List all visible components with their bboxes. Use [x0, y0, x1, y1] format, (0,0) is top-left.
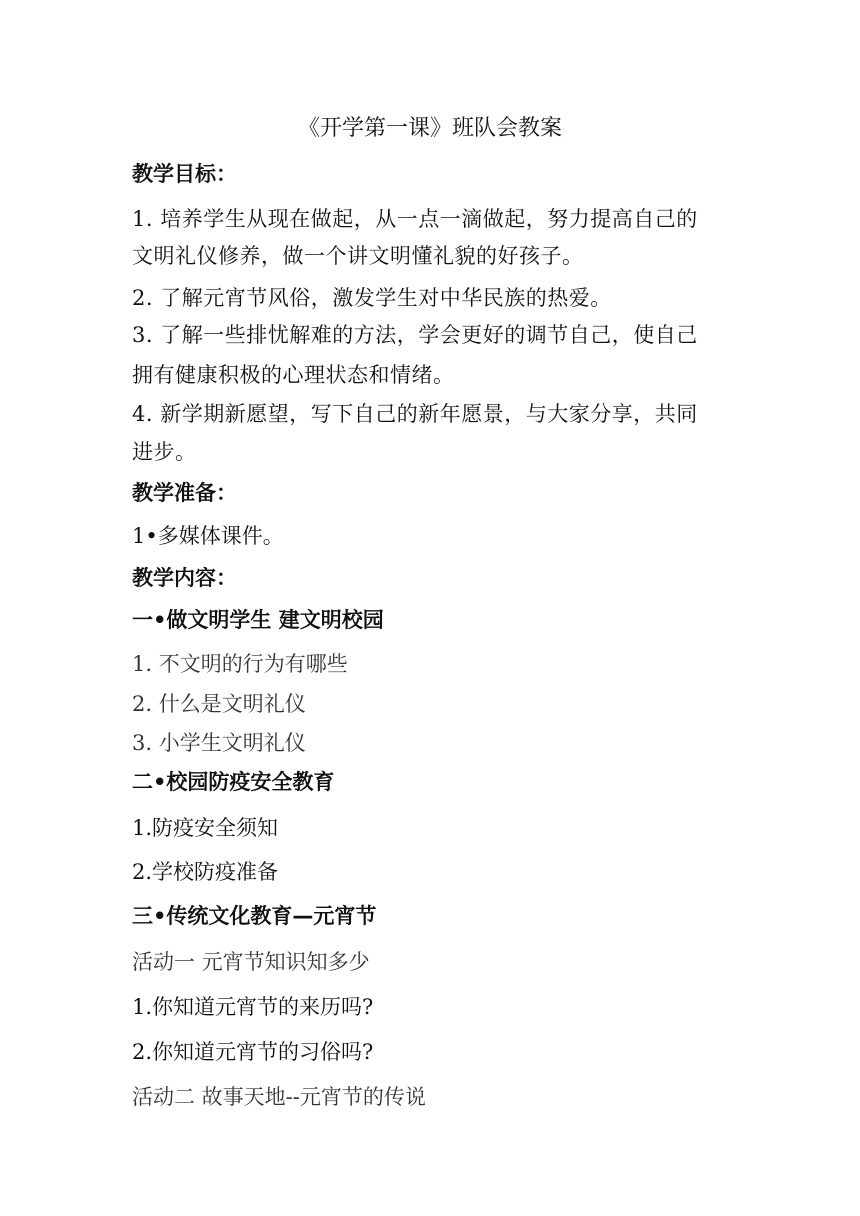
- activity1-title: 活动一 元宵节知识知多少: [132, 950, 370, 974]
- section2-item: 1.防疫安全须知: [132, 816, 279, 840]
- section1-heading: 一•做文明学生 建文明校园: [132, 608, 384, 632]
- section2-item: 2.学校防疫准备: [132, 860, 279, 884]
- section1-item: 3. 小学生文明礼仪: [132, 731, 306, 755]
- preparation-heading: 教学准备：: [132, 481, 237, 505]
- activity2-title: 活动二 故事天地--元宵节的传说: [132, 1085, 426, 1109]
- objective-line: 3. 了解一些排忧解难的方法，学会更好的调节自己，使自己: [132, 323, 698, 347]
- section2-heading: 二•校园防疫安全教育: [132, 770, 335, 794]
- section1-item: 2. 什么是文明礼仪: [132, 692, 306, 716]
- objective-line: 进步。: [132, 440, 197, 464]
- objective-line: 1. 培养学生从现在做起，从一点一滴做起，努力提高自己的: [132, 207, 698, 231]
- content-heading: 教学内容：: [132, 566, 237, 590]
- preparation-item: 1•多媒体课件。: [132, 524, 284, 548]
- objective-line: 拥有健康积极的心理状态和情绪。: [132, 363, 455, 387]
- objectives-heading: 教学目标：: [132, 162, 237, 186]
- section1-item: 1. 不文明的行为有哪些: [132, 652, 348, 676]
- objective-line: 4. 新学期新愿望，写下自己的新年愿景，与大家分享，共同: [132, 402, 698, 426]
- objective-line: 2. 了解元宵节风俗，激发学生对中华民族的热爱。: [132, 286, 612, 310]
- objective-line: 文明礼仪修养，做一个讲文明懂礼貌的好孩子。: [132, 244, 584, 268]
- section3-item: 1.你知道元宵节的来历吗?: [132, 995, 374, 1019]
- section3-item: 2.你知道元宵节的习俗吗?: [132, 1040, 374, 1064]
- section3-heading: 三•传统文化教育—元宵节: [132, 904, 377, 928]
- page-title: 《开学第一课》班队会教案: [297, 116, 562, 141]
